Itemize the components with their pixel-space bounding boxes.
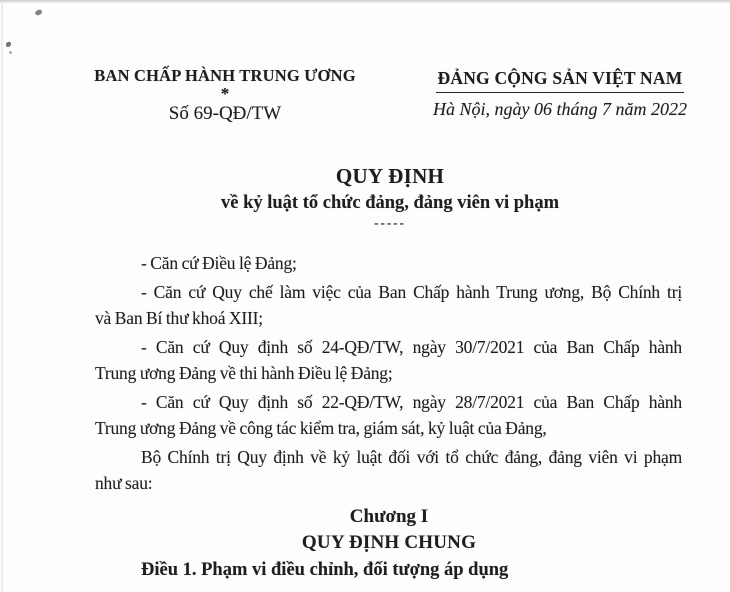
chapter-heading-block xyxy=(0,504,730,556)
preamble-paragraph xyxy=(95,279,682,331)
header-star-separator: * xyxy=(220,84,230,103)
title-separator: ----- xyxy=(374,215,406,230)
scan-speck xyxy=(9,51,12,54)
enacting-paragraph xyxy=(95,444,682,496)
body-line: Trung ương Đảng về thi hành Điều lệ Đảng; xyxy=(95,363,393,383)
preamble-paragraph xyxy=(95,389,682,441)
body-line: Bộ Chính trị Quy định về kỷ luật đối với tổ chức đảng, đảng viên vi phạm xyxy=(141,447,682,467)
scan-top-edge xyxy=(0,0,730,3)
body-line: - Căn cứ Quy định số 22-QĐ/TW, ngày 28/7/2021 của Ban Chấp hành xyxy=(141,392,682,412)
body-line: Trung ương Đảng về công tác kiểm tra, giám sát, kỷ luật của Đảng, xyxy=(95,418,547,438)
scan-speck xyxy=(34,9,42,16)
issuing-authority-name: BAN CHẤP HÀNH TRUNG ƯƠNG xyxy=(94,66,356,85)
document-body xyxy=(95,250,682,496)
document-number: Số 69-QĐ/TW xyxy=(168,103,282,124)
scan-speck xyxy=(6,42,11,47)
chapter-title: QUY ĐỊNH CHUNG xyxy=(301,532,477,553)
place-and-date: Hà Nội, ngày 06 tháng 7 năm 2022 xyxy=(433,99,687,119)
body-line: - Căn cứ Điều lệ Đảng; xyxy=(141,253,297,273)
chapter-label: Chương I xyxy=(349,506,429,527)
preamble-paragraph xyxy=(95,334,682,386)
body-line: - Căn cứ Quy chế làm việc của Ban Chấp hành Trung ương, Bộ Chính trị xyxy=(141,282,682,302)
national-header-block xyxy=(415,68,705,120)
issuing-authority-block xyxy=(85,66,365,124)
document-title: QUY ĐỊNH xyxy=(335,164,445,188)
document-title-block xyxy=(0,163,730,229)
document-subtitle: về kỷ luật tổ chức đảng, đảng viên vi phạm xyxy=(221,193,559,213)
body-line: như sau: xyxy=(95,473,153,493)
body-line: - Căn cứ Quy định số 24-QĐ/TW, ngày 30/7/2021 của Ban Chấp hành xyxy=(141,337,682,357)
article-heading: Điều 1. Phạm vi điều chỉnh, đối tượng áp dụng xyxy=(141,560,509,580)
body-line: và Ban Bí thư khoá XIII; xyxy=(95,308,263,328)
party-name: ĐẢNG CỘNG SẢN VIỆT NAM xyxy=(436,68,685,93)
preamble-paragraph xyxy=(95,250,682,276)
